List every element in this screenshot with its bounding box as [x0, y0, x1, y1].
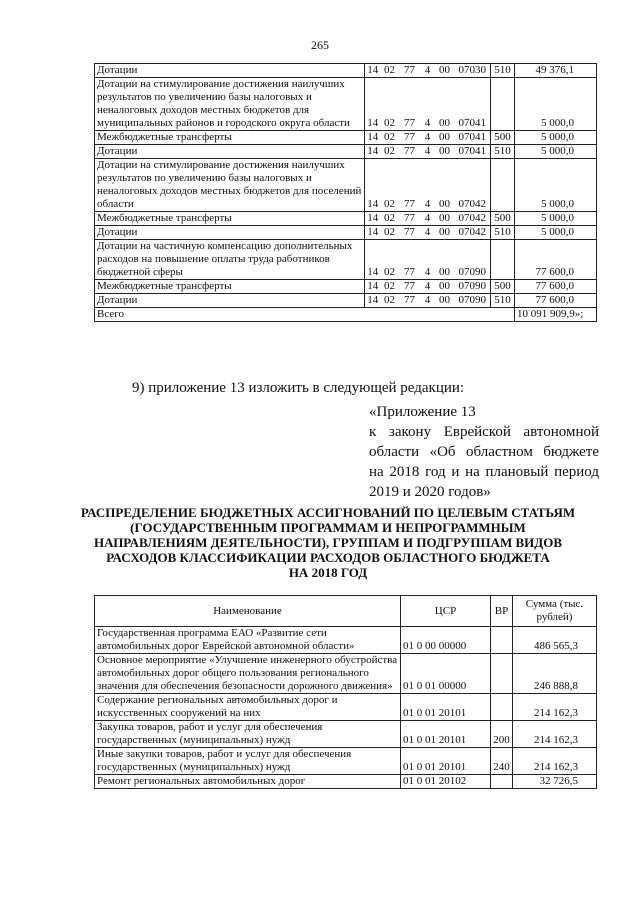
row-vr: 200	[491, 721, 513, 748]
row-vr: 500	[491, 280, 515, 294]
code-part1: 77	[399, 159, 421, 212]
heading-line: НА 2018 ГОД	[288, 565, 368, 580]
row-vr: 510	[491, 64, 515, 78]
code-part1: 77	[399, 64, 421, 78]
page-number: 265	[311, 38, 329, 52]
total-label: Всего	[95, 308, 515, 322]
row-name: Иные закупки товаров, работ и услуг для обеспечения государственных (муниципальных) нужд	[95, 748, 401, 775]
appendix-line: на 2018 год и на плановый период	[369, 464, 599, 480]
heading-line: (ГОСУДАРСТВЕННЫМ ПРОГРАММАМ И НЕПРОГРАММНЫМ	[130, 520, 526, 535]
code-pr: 02	[381, 226, 399, 240]
expenditure-table-continued	[94, 63, 597, 322]
row-sum: 246 888,8	[513, 654, 597, 694]
table-row	[95, 212, 597, 226]
row-vr: 500	[491, 212, 515, 226]
row-sum: 49 376,1	[515, 64, 597, 78]
table-row	[95, 694, 597, 721]
row-csr: 01 0 01 00000	[401, 654, 491, 694]
total-value: 10 091 909,9»;	[515, 308, 597, 322]
row-vr	[491, 694, 513, 721]
row-name: Межбюджетные трансферты	[95, 280, 365, 294]
code-part4: 07041	[455, 78, 491, 131]
appendix-line: области «Об областном бюджете	[369, 444, 599, 460]
code-part4: 07041	[455, 145, 491, 159]
row-sum: 5 000,0	[515, 159, 597, 212]
code-pr: 02	[381, 240, 399, 280]
appendix-header	[369, 402, 599, 502]
row-sum: 77 600,0	[515, 240, 597, 280]
code-part3: 00	[435, 64, 455, 78]
code-part1: 77	[399, 145, 421, 159]
row-name: Дотации на частичную компенсацию дополнительных расходов на повышение оплаты труда работников бюджетной сферы	[95, 240, 365, 280]
row-vr	[491, 654, 513, 694]
row-vr: 510	[491, 145, 515, 159]
code-pr: 02	[381, 212, 399, 226]
row-name: Дотации	[95, 226, 365, 240]
allocation-table	[94, 595, 597, 789]
code-part4: 07090	[455, 280, 491, 294]
row-sum: 5 000,0	[515, 131, 597, 145]
code-rz: 14	[365, 64, 381, 78]
table-row	[95, 131, 597, 145]
row-vr	[491, 627, 513, 654]
row-csr: 01 0 01 20102	[401, 775, 491, 789]
row-vr	[491, 240, 515, 280]
row-name: Закупка товаров, работ и услуг для обеспечения государственных (муниципальных) нужд	[95, 721, 401, 748]
row-sum: 5 000,0	[515, 78, 597, 131]
code-rz: 14	[365, 159, 381, 212]
row-name: Межбюджетные трансферты	[95, 212, 365, 226]
table-row	[95, 627, 597, 654]
heading-line: НАПРАВЛЕНИЯМ ДЕЯТЕЛЬНОСТИ), ГРУППАМ И ПОДГРУППАМ ВИДОВ	[94, 535, 562, 550]
row-sum: 5 000,0	[515, 226, 597, 240]
row-sum: 77 600,0	[515, 294, 597, 308]
code-part3: 00	[435, 294, 455, 308]
code-part3: 00	[435, 226, 455, 240]
code-part4: 07041	[455, 131, 491, 145]
code-part4: 07090	[455, 294, 491, 308]
code-part2: 4	[421, 131, 435, 145]
row-name: Государственная программа ЕАО «Развитие сети автомобильных дорог Еврейской автономной области»	[95, 627, 401, 654]
code-part1: 77	[399, 78, 421, 131]
row-name: Дотации на стимулирование достижения наилучших результатов по увеличению базы налоговых и неналоговых доходов местных бюджетов для муниципальных районов и городского округа области	[95, 78, 365, 131]
code-part2: 4	[421, 64, 435, 78]
row-csr: 01 0 00 00000	[401, 627, 491, 654]
row-sum: 5 000,0	[515, 212, 597, 226]
code-part4: 07090	[455, 240, 491, 280]
heading-line: РАСХОДОВ КЛАССИФИКАЦИИ РАСХОДОВ ОБЛАСТНОГО БЮДЖЕТА	[106, 550, 550, 565]
row-vr: 500	[491, 131, 515, 145]
code-part3: 00	[435, 145, 455, 159]
table-total-row	[95, 308, 597, 322]
row-name: Дотации	[95, 145, 365, 159]
row-vr: 510	[491, 294, 515, 308]
table-row	[95, 240, 597, 280]
appendix-line: к закону Еврейской автономной	[369, 424, 599, 440]
row-sum: 32 726,5	[513, 775, 597, 789]
code-part2: 4	[421, 294, 435, 308]
code-part1: 77	[399, 131, 421, 145]
code-rz: 14	[365, 294, 381, 308]
code-rz: 14	[365, 226, 381, 240]
code-part3: 00	[435, 212, 455, 226]
code-pr: 02	[381, 131, 399, 145]
code-part1: 77	[399, 212, 421, 226]
code-rz: 14	[365, 145, 381, 159]
code-part3: 00	[435, 131, 455, 145]
row-sum: 5 000,0	[515, 145, 597, 159]
row-csr: 01 0 01 20101	[401, 748, 491, 775]
table-row	[95, 145, 597, 159]
code-part1: 77	[399, 294, 421, 308]
code-rz: 14	[365, 78, 381, 131]
code-part3: 00	[435, 159, 455, 212]
code-pr: 02	[381, 294, 399, 308]
header-vr: ВР	[491, 596, 513, 627]
table-row	[95, 78, 597, 131]
row-sum: 214 162,3	[513, 721, 597, 748]
code-rz: 14	[365, 240, 381, 280]
table-row	[95, 64, 597, 78]
table-row	[95, 654, 597, 694]
code-pr: 02	[381, 78, 399, 131]
row-csr: 01 0 01 20101	[401, 721, 491, 748]
row-sum: 214 162,3	[513, 748, 597, 775]
code-pr: 02	[381, 145, 399, 159]
row-csr: 01 0 01 20101	[401, 694, 491, 721]
code-part4: 07042	[455, 212, 491, 226]
table-row	[95, 748, 597, 775]
code-part2: 4	[421, 240, 435, 280]
code-part3: 00	[435, 240, 455, 280]
code-part3: 00	[435, 78, 455, 131]
code-part2: 4	[421, 159, 435, 212]
row-name: Дотации	[95, 294, 365, 308]
row-vr	[491, 78, 515, 131]
code-part4: 07042	[455, 159, 491, 212]
code-rz: 14	[365, 131, 381, 145]
code-part1: 77	[399, 226, 421, 240]
table-row	[95, 294, 597, 308]
row-name: Содержание региональных автомобильных дорог и искусственных сооружений на них	[95, 694, 401, 721]
document-heading	[80, 505, 576, 580]
code-pr: 02	[381, 159, 399, 212]
table-row	[95, 721, 597, 748]
code-pr: 02	[381, 280, 399, 294]
header-name: Наименование	[95, 596, 401, 627]
row-sum: 77 600,0	[515, 280, 597, 294]
table-row	[95, 226, 597, 240]
code-part4: 07042	[455, 226, 491, 240]
code-part2: 4	[421, 145, 435, 159]
row-name: Ремонт региональных автомобильных дорог	[95, 775, 401, 789]
code-part2: 4	[421, 78, 435, 131]
code-rz: 14	[365, 280, 381, 294]
table-row	[95, 775, 597, 789]
table-header-row	[95, 596, 597, 627]
code-rz: 14	[365, 212, 381, 226]
row-sum: 486 565,3	[513, 627, 597, 654]
table-row	[95, 159, 597, 212]
appendix-title: «Приложение 13	[369, 404, 476, 420]
code-part1: 77	[399, 240, 421, 280]
row-sum: 214 162,3	[513, 694, 597, 721]
row-name: Дотации	[95, 64, 365, 78]
row-vr	[491, 775, 513, 789]
row-name: Межбюджетные трансферты	[95, 131, 365, 145]
code-part4: 07030	[455, 64, 491, 78]
row-name: Основное мероприятие «Улучшение инженерного обустройства автомобильных дорог общего пользования регионального значения для обеспечения безопасности дорожного движения»	[95, 654, 401, 694]
header-sum: Сумма (тыс. рублей)	[513, 596, 597, 627]
row-vr	[491, 159, 515, 212]
row-vr: 240	[491, 748, 513, 775]
code-part2: 4	[421, 280, 435, 294]
table-row	[95, 280, 597, 294]
code-part1: 77	[399, 280, 421, 294]
code-pr: 02	[381, 64, 399, 78]
amendment-paragraph: 9) приложение 13 изложить в следующей редакции:	[132, 380, 465, 396]
appendix-line: 2019 и 2020 годов»	[369, 484, 491, 500]
code-part2: 4	[421, 226, 435, 240]
code-part3: 00	[435, 280, 455, 294]
code-part2: 4	[421, 212, 435, 226]
row-name: Дотации на стимулирование достижения наилучших результатов по увеличению базы налоговых и неналоговых доходов местных бюджетов для поселений области	[95, 159, 365, 212]
heading-line: РАСПРЕДЕЛЕНИЕ БЮДЖЕТНЫХ АССИГНОВАНИЙ ПО ЦЕЛЕВЫМ СТАТЬЯМ	[80, 505, 576, 520]
row-vr: 510	[491, 226, 515, 240]
header-csr: ЦСР	[401, 596, 491, 627]
